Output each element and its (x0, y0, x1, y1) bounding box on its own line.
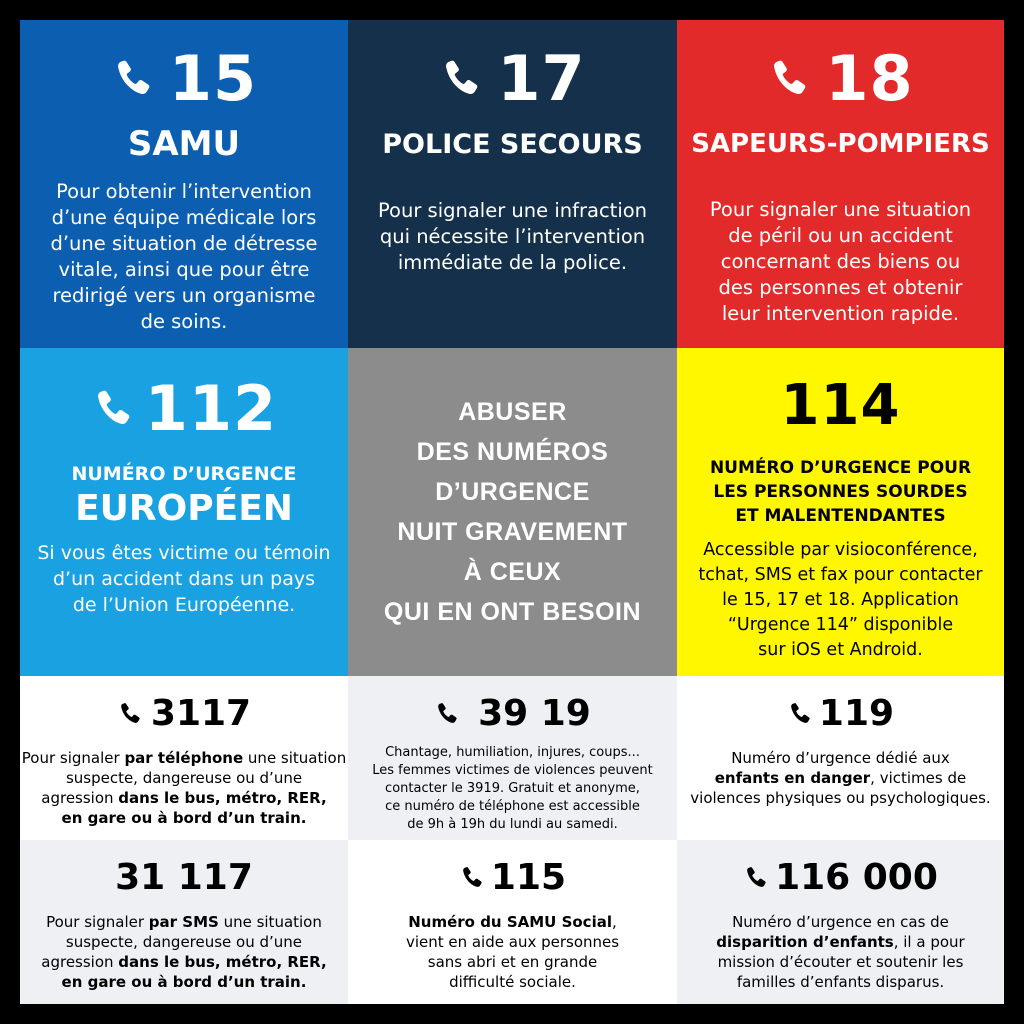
pompiers-card (677, 20, 1004, 348)
abuse-line: NUIT GRAVEMENT (397, 518, 628, 546)
emergency-numbers-poster (20, 20, 1004, 1004)
euro-subtitle: NUMÉRO D’URGENCE (71, 463, 297, 485)
police-card (348, 20, 677, 348)
n3117-number-line (117, 693, 252, 734)
samu-desc-line: d’une situation de détresse (50, 232, 318, 256)
police-title: POLICE SECOURS (382, 129, 643, 160)
abuse-warning-card (348, 348, 677, 676)
n31117-desc-line: suspecte, dangereuse ou d’une (65, 933, 303, 951)
n119-desc-line: violences physiques ou psychologiques. (690, 789, 991, 807)
sourds-desc-line: sur iOS et Android. (758, 640, 923, 660)
n31117-card (20, 840, 348, 1004)
n3117-desc-line: en gare ou à bord d’un train. (61, 809, 307, 827)
pompiers-desc-line: Pour signaler une situation (709, 197, 972, 221)
n3117-description (22, 748, 346, 828)
samu-card (20, 20, 348, 348)
euro-number-line (91, 372, 278, 445)
n115-number-line (459, 857, 567, 898)
pompiers-number-line (767, 42, 914, 115)
n116000-desc-line: Numéro d’urgence en cas de (732, 913, 949, 931)
sourds-title-line: LES PERSONNES SOURDES (713, 482, 968, 502)
n31117-desc-line: Pour signaler par SMS une situation (46, 913, 322, 931)
sourds-desc-line: le 15, 17 et 18. Application (722, 590, 959, 610)
pompiers-title: SAPEURS-POMPIERS (691, 129, 990, 159)
phone-icon (459, 863, 485, 893)
n3919-number: 39 19 (478, 693, 591, 734)
police-description (378, 198, 647, 276)
pompiers-desc-line: des personnes et obtenir (718, 275, 963, 299)
abuse-line: À CEUX (463, 558, 562, 586)
sourds-title-line: NUMÉRO D’URGENCE POUR (709, 458, 972, 478)
euro-card (20, 348, 348, 676)
n31117-description (41, 912, 326, 992)
n115-desc-line: difficulté sociale. (449, 973, 576, 991)
n3919-desc-line: ce numéro de téléphone est accessible (385, 799, 640, 814)
samu-desc-line: Pour obtenir l’intervention (56, 180, 312, 204)
n3919-desc-line: Les femmes victimes de violences peuvent (372, 763, 653, 778)
samu-desc-line: de soins. (140, 310, 228, 334)
n115-desc-line: Numéro du SAMU Social, (408, 913, 617, 931)
police-desc-line: Pour signaler une infraction (377, 198, 648, 222)
police-desc-line: qui nécessite l’intervention (379, 224, 646, 248)
n119-card (677, 676, 1004, 840)
n31117-desc-line: agression dans le bus, métro, RER, (41, 953, 327, 971)
phone-icon (434, 699, 460, 729)
n3117-desc-line: agression dans le bus, métro, RER, (41, 789, 327, 807)
samu-desc-line: redirigé vers un organisme (52, 284, 316, 308)
n116000-number-line (743, 857, 938, 898)
sourds-desc-line: “Urgence 114” disponible (727, 615, 954, 635)
samu-desc-line: d’une équipe médicale lors (51, 206, 317, 230)
abuse-line: DES NUMÉROS (416, 438, 609, 466)
n119-number: 119 (818, 693, 895, 734)
n3919-desc-line: de 9h à 19h du lundi au samedi. (407, 817, 618, 832)
n119-desc-line: enfants en danger, victimes de (714, 769, 967, 787)
n115-desc-line: vient en aide aux personnes (405, 933, 620, 951)
n119-description (690, 748, 990, 808)
abuse-line: ABUSER (458, 398, 567, 426)
pompiers-number: 18 (825, 42, 914, 115)
pompiers-desc-line: leur intervention rapide. (721, 301, 960, 325)
n116000-desc-line: disparition d’enfants, il a pour (716, 933, 965, 951)
sourds-card (677, 348, 1004, 676)
n116000-card (677, 840, 1004, 1004)
abuse-line: QUI EN ONT BESOIN (383, 598, 642, 626)
phone-icon (787, 699, 813, 729)
pompiers-desc-line: concernant des biens ou (720, 249, 961, 273)
euro-description (37, 540, 330, 618)
n31117-number: 31 117 (115, 857, 253, 898)
n3117-number: 3117 (150, 693, 252, 734)
pompiers-desc-line: de péril ou un accident (728, 223, 953, 247)
phone-icon (767, 55, 811, 103)
n116000-desc-line: mission d’écouter et soutenir les (717, 953, 964, 971)
abuse-line: D’URGENCE (435, 478, 590, 506)
samu-description (50, 179, 317, 335)
n116000-description (716, 912, 964, 992)
n119-desc-line: Numéro d’urgence dédié aux (731, 749, 950, 767)
n115-description (406, 912, 619, 992)
n119-number-line (787, 693, 895, 734)
samu-title: SAMU (127, 124, 241, 164)
n116000-desc-line: familles d’enfants disparus. (736, 973, 945, 991)
samu-number: 15 (168, 42, 258, 115)
phone-icon (111, 55, 155, 103)
euro-desc-line: d’un accident dans un pays (53, 568, 315, 591)
n3919-number-line (434, 693, 591, 734)
euro-title: EUROPÉEN (75, 487, 293, 529)
police-number-line (439, 42, 586, 115)
n3117-desc-line: Pour signaler par téléphone une situation (21, 749, 347, 767)
n31117-desc-line: en gare ou à bord d’un train. (61, 973, 307, 991)
n115-number: 115 (490, 857, 567, 898)
phone-icon (117, 699, 143, 729)
sourds-description (698, 538, 982, 663)
sourds-desc-line: Accessible par visioconférence, (703, 540, 978, 560)
sourds-title-line: ET MALENTENDANTES (735, 506, 946, 526)
euro-number: 112 (144, 372, 278, 445)
police-number: 17 (497, 42, 586, 115)
n115-desc-line: sans abri et en grande (427, 953, 598, 971)
abuse-warning-text (384, 392, 641, 632)
n115-card (348, 840, 677, 1004)
n3919-card (348, 676, 677, 840)
euro-desc-line: de l’Union Européenne. (72, 594, 296, 617)
sourds-desc-line: tchat, SMS et fax pour contacter (698, 565, 983, 585)
phone-icon (439, 55, 483, 103)
samu-desc-line: vitale, ainsi que pour être (58, 258, 310, 282)
sourds-number: 114 (780, 373, 901, 438)
n3919-desc-line: Chantage, humiliation, injures, coups... (385, 745, 640, 760)
n3919-description (372, 744, 653, 834)
n3117-desc-line: suspecte, dangereuse ou d’une (65, 769, 303, 787)
phone-icon (91, 385, 135, 433)
n116000-number: 116 000 (775, 857, 938, 898)
sourds-title (710, 456, 971, 528)
samu-number-line (111, 42, 258, 115)
pompiers-description (710, 197, 971, 327)
n3117-card (20, 676, 348, 840)
n3919-desc-line: contacter le 3919. Gratuit et anonyme, (385, 781, 640, 796)
euro-desc-line: Si vous êtes victime ou témoin (37, 542, 331, 565)
phone-icon (743, 863, 769, 893)
police-desc-line: immédiate de la police. (397, 250, 628, 274)
